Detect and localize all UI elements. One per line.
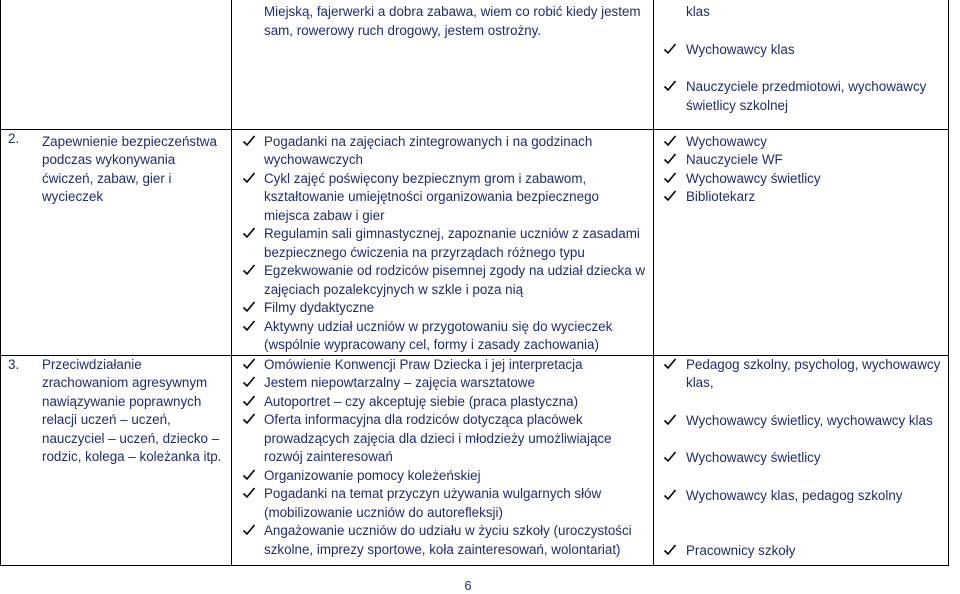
- check-icon: [242, 357, 256, 371]
- list-item: [654, 412, 948, 431]
- check-icon: [663, 413, 677, 427]
- responsible-list: [654, 356, 948, 561]
- list-item: [654, 151, 948, 170]
- check-icon: [663, 450, 677, 464]
- list-item-label: Cykl zajęć poświęcony bezpiecznym grom i zabawom, kształtowanie umiejętności organizowania bezpiecznego miejsca zabaw i gier: [264, 170, 599, 223]
- check-icon: [242, 468, 256, 482]
- check-icon: [242, 226, 256, 240]
- activities-continued-text: Miejską, fajerwerki a dobra zabawa, wiem co robić kiedy jestem sam, rowerowy ruch drogowy, jestem ostrożny.: [264, 4, 641, 38]
- list-item: [654, 487, 948, 506]
- list-item-label: Wychowawcy klas, pedagog szkolny: [686, 487, 903, 503]
- list-item: [232, 485, 647, 522]
- check-icon: [663, 171, 677, 185]
- list-item-label: Filmy dydaktyczne: [264, 300, 375, 315]
- cell-empty: [1, 0, 232, 129]
- check-icon: [663, 488, 677, 502]
- list-item-label: Jestem niepowtarzalny – zajęcia warsztatowe: [264, 375, 535, 390]
- check-icon: [242, 412, 256, 426]
- check-icon: [663, 152, 677, 166]
- cell-responsible-continued: [654, 0, 949, 129]
- cell-topic-3: [1, 355, 232, 565]
- check-icon: [663, 79, 677, 93]
- list-item: [232, 170, 647, 226]
- topic-title: Zapewnienie bezpieczeństwa podczas wykonywania ćwiczeń, zabaw, gier i wycieczek: [42, 133, 217, 204]
- check-icon: [242, 394, 256, 408]
- list-item: [654, 133, 948, 152]
- page-number: 6: [464, 578, 472, 593]
- list-item: [232, 318, 647, 355]
- check-icon: [663, 42, 677, 56]
- list-item-label: Oferta informacyjna dla rodziców dotycząca placówek prowadzących zajęcia dla dzieci i młodzieży umożliwiające rozwój zainteresowań: [264, 412, 612, 464]
- list-item-label: Pogadanki na temat przyczyn używania wulgarnych słów (mobilizowanie uczniów do autorefleksji): [264, 486, 602, 520]
- list-item-label: Pedagog szkolny, psycholog, wychowawcy klas,: [686, 356, 941, 390]
- list-item-label: Wychowawcy świetlicy: [686, 170, 821, 186]
- list-item: [654, 78, 948, 115]
- list-item-label: Pracownicy szkoły: [686, 543, 796, 558]
- list-item: [232, 225, 647, 262]
- check-icon: [663, 543, 677, 557]
- list-item-label: Bibliotekarz: [686, 189, 756, 204]
- check-icon: [242, 375, 256, 389]
- check-icon: [242, 171, 256, 185]
- list-item: [232, 374, 647, 393]
- list-item-label: Nauczyciele WF: [686, 152, 783, 167]
- list-item: [654, 170, 948, 189]
- responsible-list-continued: [654, 41, 948, 116]
- list-item-label: Egzekwowanie od rodziców pisemnej zgody na udział dziecka w zajęciach pozalekcyjnych w szkle i poza nią: [264, 263, 646, 297]
- list-item-label: Aktywny udział uczniów w przygotowaniu się do wycieczek (wspólnie wypracowany cel, formy i zasady zachowania): [264, 318, 613, 352]
- list-item-label: Pogadanki na zajęciach zintegrowanych i na godzinach wychowawczych: [264, 133, 593, 167]
- list-item-label: Nauczyciele przedmiotowi, wychowawcy świetlicy szkolnej: [686, 79, 927, 113]
- check-icon: [242, 523, 256, 537]
- topic-title: Przeciwdziałanie zrachowaniom agresywnym nawiązywanie poprawnych relacji uczeń – uczeń, nauczyciel – uczeń, dziecko – rodzic, kolega – koleżanka itp.: [42, 356, 222, 464]
- activities-list: [232, 130, 653, 355]
- list-item-label: Organizowanie pomocy koleżeńskiej: [264, 467, 481, 483]
- list-item: [232, 411, 647, 467]
- check-icon: [663, 189, 677, 203]
- cell-activities-3: [232, 355, 654, 565]
- list-item: [654, 188, 948, 207]
- responsible-continued-text: klas: [686, 4, 710, 19]
- cell-responsible-2: [654, 129, 949, 355]
- activities-list: [232, 356, 653, 560]
- list-item-label: Autoportret – czy akceptuję siebie (praca plastyczna): [264, 393, 579, 409]
- list-item: [232, 467, 647, 486]
- list-item-label: Angażowanie uczniów do udziału w życiu szkoły (uroczystości szkolne, imprezy sportowe, koła zainteresowań, wolontariat): [264, 523, 632, 557]
- list-item: [232, 299, 647, 318]
- list-item: [232, 262, 647, 299]
- check-icon: [242, 300, 256, 314]
- table-row-2: [1, 129, 949, 355]
- check-icon: [663, 357, 677, 371]
- list-item-label: Wychowawcy klas: [686, 41, 795, 57]
- cell-activities-continued: [232, 0, 654, 129]
- list-item-label: Regulamin sali gimnastycznej, zapoznanie uczniów z zasadami bezpiecznego ćwiczenia na przyrządach różnego typu: [264, 226, 640, 260]
- row-number: 3.: [8, 356, 20, 372]
- check-icon: [663, 134, 677, 148]
- list-item: [654, 41, 948, 60]
- check-icon: [242, 486, 256, 500]
- check-icon: [242, 319, 256, 333]
- table-row-3: [1, 355, 949, 565]
- check-icon: [242, 263, 256, 277]
- row-number: 2.: [8, 130, 20, 146]
- check-icon: [242, 134, 256, 148]
- list-item: [232, 133, 647, 170]
- cell-activities-2: [232, 129, 654, 355]
- list-item: [654, 542, 948, 561]
- table-row-continued: [1, 0, 949, 129]
- cell-topic-2: [1, 129, 232, 355]
- list-item: [232, 393, 647, 412]
- list-item: [654, 356, 948, 393]
- list-item-label: Wychowawcy: [686, 133, 767, 149]
- list-item: [654, 449, 948, 468]
- list-item-label: Omówienie Konwencji Praw Dziecka i jej interpretacja: [264, 356, 583, 372]
- list-item: [232, 356, 647, 375]
- list-item-label: Wychowawcy świetlicy, wychowawcy klas: [686, 412, 933, 428]
- list-item-label: Wychowawcy świetlicy: [686, 450, 821, 465]
- cell-responsible-3: [654, 355, 949, 565]
- list-item: [232, 522, 647, 559]
- responsible-list: [654, 130, 948, 207]
